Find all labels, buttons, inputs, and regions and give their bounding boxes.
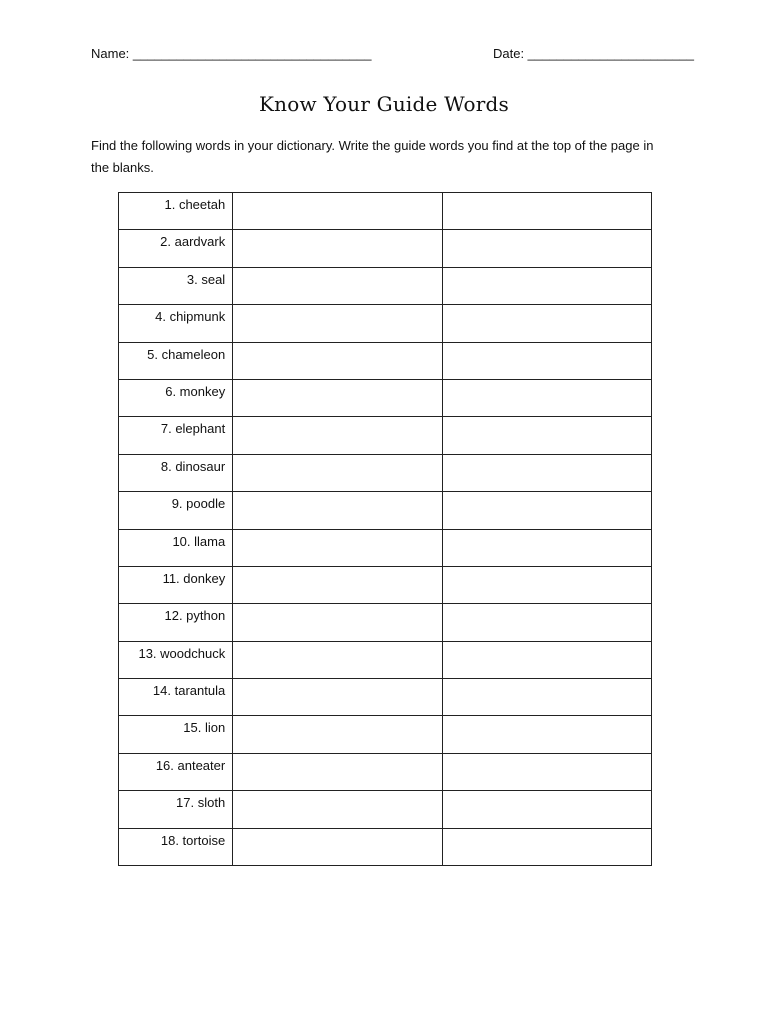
first-guide-word-blank[interactable] <box>233 230 442 267</box>
table-row <box>119 454 652 491</box>
word-label: 12. python <box>164 608 226 624</box>
word-label: 5. chameleon <box>147 346 226 362</box>
first-guide-word-blank[interactable] <box>233 753 442 790</box>
first-guide-word-blank[interactable] <box>233 342 442 379</box>
last-guide-word-blank[interactable] <box>442 305 651 342</box>
word-label: 6. monkey <box>165 383 226 399</box>
first-guide-word-blank[interactable] <box>233 454 442 491</box>
last-guide-word-blank[interactable] <box>442 791 651 828</box>
word-cell <box>119 417 233 454</box>
page-title: Know Your Guide Words <box>259 92 509 116</box>
last-guide-word-blank[interactable] <box>442 267 651 304</box>
first-guide-word-blank[interactable] <box>233 379 442 416</box>
guide-words-table-body <box>119 193 652 866</box>
last-guide-word-blank[interactable] <box>442 379 651 416</box>
first-guide-word-blank[interactable] <box>233 679 442 716</box>
word-cell <box>119 305 233 342</box>
word-cell <box>119 230 233 267</box>
word-cell <box>119 454 233 491</box>
word-label: 14. tarantula <box>152 683 226 699</box>
last-guide-word-blank[interactable] <box>442 641 651 678</box>
last-guide-word-blank[interactable] <box>442 604 651 641</box>
word-label: 18. tortoise <box>160 832 226 848</box>
last-guide-word-blank[interactable] <box>442 679 651 716</box>
first-guide-word-blank[interactable] <box>233 529 442 566</box>
table-row <box>119 641 652 678</box>
word-label: 13. woodchuck <box>138 645 226 661</box>
table-row <box>119 828 652 865</box>
table-row <box>119 753 652 790</box>
word-cell <box>119 828 233 865</box>
first-guide-word-blank[interactable] <box>233 641 442 678</box>
date-field[interactable]: Date: _______________________ <box>493 46 694 61</box>
word-cell <box>119 679 233 716</box>
word-label: 11. donkey <box>162 570 226 586</box>
first-guide-word-blank[interactable] <box>233 267 442 304</box>
word-label: 10. llama <box>172 533 226 549</box>
table-row <box>119 342 652 379</box>
table-row <box>119 791 652 828</box>
first-guide-word-blank[interactable] <box>233 604 442 641</box>
first-guide-word-blank[interactable] <box>233 193 442 230</box>
word-cell <box>119 641 233 678</box>
last-guide-word-blank[interactable] <box>442 492 651 529</box>
word-cell <box>119 716 233 753</box>
table-row <box>119 267 652 304</box>
word-cell <box>119 342 233 379</box>
table-row <box>119 716 652 753</box>
first-guide-word-blank[interactable] <box>233 828 442 865</box>
word-label: 3. seal <box>186 271 226 287</box>
last-guide-word-blank[interactable] <box>442 529 651 566</box>
word-label: 8. dinosaur <box>160 458 226 474</box>
word-cell <box>119 267 233 304</box>
guide-words-table <box>118 192 652 866</box>
word-label: 16. anteater <box>155 757 226 773</box>
word-cell <box>119 566 233 603</box>
name-field[interactable]: Name: _________________________________ <box>91 46 372 61</box>
last-guide-word-blank[interactable] <box>442 753 651 790</box>
word-label: 1. cheetah <box>164 197 226 212</box>
last-guide-word-blank[interactable] <box>442 417 651 454</box>
table-row <box>119 417 652 454</box>
table-row <box>119 230 652 267</box>
word-label: 2. aardvark <box>160 234 226 250</box>
word-cell <box>119 379 233 416</box>
word-label: 17. sloth <box>176 795 226 811</box>
word-label: 7. elephant <box>160 421 226 437</box>
last-guide-word-blank[interactable] <box>442 342 651 379</box>
first-guide-word-blank[interactable] <box>233 566 442 603</box>
last-guide-word-blank[interactable] <box>442 716 651 753</box>
word-cell <box>119 604 233 641</box>
table-row <box>119 492 652 529</box>
word-cell <box>119 193 233 230</box>
first-guide-word-blank[interactable] <box>233 305 442 342</box>
last-guide-word-blank[interactable] <box>442 230 651 267</box>
word-cell <box>119 529 233 566</box>
word-label: 15. lion <box>183 720 226 736</box>
table-row <box>119 193 652 230</box>
word-cell <box>119 753 233 790</box>
table-row <box>119 604 652 641</box>
table-row <box>119 305 652 342</box>
word-cell <box>119 791 233 828</box>
table-row <box>119 566 652 603</box>
word-label: 9. poodle <box>171 496 226 512</box>
last-guide-word-blank[interactable] <box>442 566 651 603</box>
first-guide-word-blank[interactable] <box>233 417 442 454</box>
table-row <box>119 529 652 566</box>
table-row <box>119 379 652 416</box>
last-guide-word-blank[interactable] <box>442 454 651 491</box>
instructions: Find the following words in your dictionary. Write the guide words you find at the top of the page in the blanks. <box>91 138 654 175</box>
word-label: 4. chipmunk <box>155 309 226 325</box>
word-cell <box>119 492 233 529</box>
first-guide-word-blank[interactable] <box>233 716 442 753</box>
table-row <box>119 679 652 716</box>
last-guide-word-blank[interactable] <box>442 828 651 865</box>
first-guide-word-blank[interactable] <box>233 492 442 529</box>
first-guide-word-blank[interactable] <box>233 791 442 828</box>
last-guide-word-blank[interactable] <box>442 193 651 230</box>
